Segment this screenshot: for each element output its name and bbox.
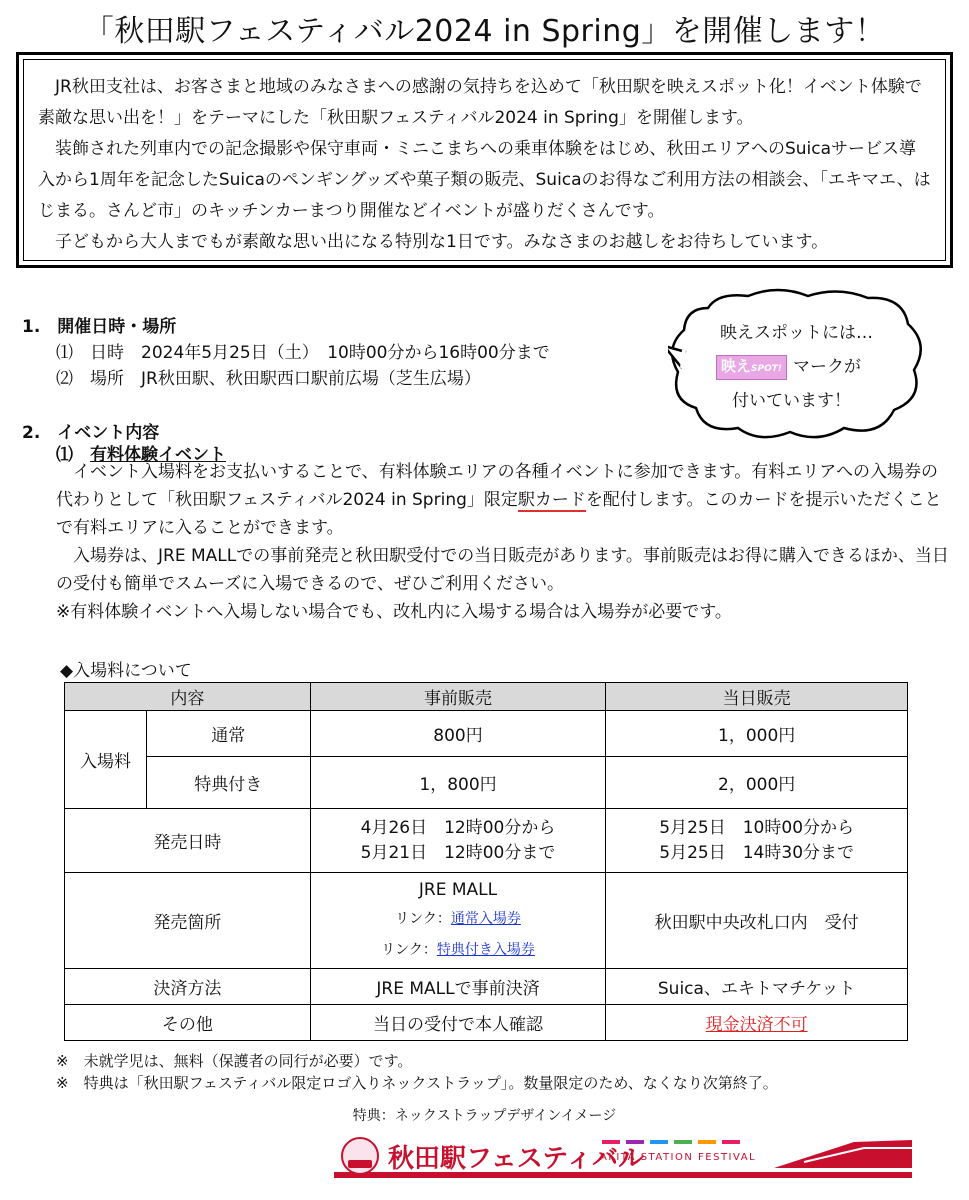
other-advance: 当日の受付で本人確認 <box>310 1005 606 1041</box>
bubble-line-1: 映えスポットには… <box>720 323 873 343</box>
section2-paragraph-1: イベント入場料をお支払いすることで、有料体験エリアの各種イベントに参加できます。有料エリアへの入場券の代わりとして「秋田駅フェスティバル2024 in Spring」限定駅カードを配付します。このカードを提示いただくことで有料エリアに入ることができます。 <box>56 462 942 538</box>
fee-bonus-advance: 1，800円 <box>310 757 606 809</box>
sale-place-label: 発売箇所 <box>65 873 311 969</box>
fee-header-content: 内容 <box>65 683 311 711</box>
sale-place-advance: JRE MALL リンク：通常入場券 リンク：特典付き入場券 <box>310 873 606 969</box>
speech-bubble <box>668 288 930 446</box>
fee-normal-label: 通常 <box>146 711 310 757</box>
banner-logo-text: 秋田駅フェスティバル <box>388 1144 645 1174</box>
link-bonus-ticket[interactable]: 特典付き入場券 <box>436 941 535 958</box>
notes <box>56 1050 778 1094</box>
fee-normal-sameday: 1，000円 <box>606 711 908 757</box>
section2-paragraph-3: ※有料体験イベントへ入場しない場合でも、改札内に入場する場合は入場券が必要です。 <box>56 602 732 622</box>
section2-heading: 2. イベント内容 <box>22 423 160 443</box>
intro-inner-frame <box>23 59 946 261</box>
other-sameday <box>606 1005 908 1041</box>
intro-paragraph-1: JR秋田支社は、お客さまと地域のみなさまへの感謝の気持ちを込めて「秋田駅を映えスポット化！イベント体験で素敵な思い出を！」をテーマにした「秋田駅フェスティバル2024 in Spring」を開催します。 <box>38 77 922 128</box>
sale-time-advance: 4月26日 12時00分から 5月21日 12時00分まで <box>310 809 606 873</box>
banner-sub-text: AKITA STATION FESTIVAL <box>600 1152 757 1163</box>
section2-subheading: ⑴ 有料体験イベント <box>56 445 226 465</box>
fee-header-sameday: 当日販売 <box>606 683 908 711</box>
bubble-line-3: 付いています！ <box>732 391 851 411</box>
fee-bonus-sameday: 2，000円 <box>606 757 908 809</box>
payment-label: 決済方法 <box>65 969 311 1005</box>
fee-label: 入場料 <box>65 711 147 809</box>
section1-place: ⑵ 場所 JR秋田駅、秋田駅西口駅前広場（芝生広場） <box>56 369 481 389</box>
strap-design-banner <box>334 1132 912 1182</box>
cash-not-accepted-text: 現金決済不可 <box>705 1015 808 1035</box>
intro-paragraph-3: 子どもから大人までもが素敵な思い出になる特別な1日です。みなさまのお越しをお待ちしています。 <box>55 232 829 252</box>
fee-normal-advance: 800円 <box>310 711 606 757</box>
fee-table <box>64 682 908 1041</box>
hae-spot-badge: 映えSPOT! <box>716 355 787 380</box>
fee-table-caption: ◆入場料について <box>60 661 192 681</box>
section1-heading: 1. 開催日時・場所 <box>22 317 177 337</box>
strap-caption: 特典：ネックストラップデザインイメージ <box>352 1108 617 1124</box>
intro-box <box>16 52 953 268</box>
fee-header-advance: 事前販売 <box>310 683 606 711</box>
payment-advance: JRE MALLで事前決済 <box>310 969 606 1005</box>
sale-time-sameday: 5月25日 10時00分から 5月25日 14時30分まで <box>606 809 908 873</box>
page-title: 「秋田駅フェスティバル2024 in Spring」を開催します！ <box>83 14 886 49</box>
other-label: その他 <box>65 1005 311 1041</box>
note-2: ※ 特典は「秋田駅フェスティバル限定ロゴ入りネックストラップ」。数量限定のため、なくなり次第終了。 <box>56 1074 778 1092</box>
section2-body <box>56 458 952 626</box>
intro-paragraph-2: 装飾された列車内での記念撮影や保守車両・ミニこまちへの乗車体験をはじめ、秋田エリアへのSuicaサービス導入から1周年を記念したSuicaのペンギングッズや菓子類の販売、Suicaのお得なご利用方法の相談会、「エキマエ、はじまる。さんど市」のキッチンカーまつり開催などイベントが盛りだくさんです。 <box>38 139 931 221</box>
section2-paragraph-2: 入場券は、JRE MALLでの事前発売と秋田駅受付での当日販売があります。事前販売はお得に購入できるほか、当日の受付も簡単でスムーズに入場できるので、ぜひご利用ください。 <box>56 546 949 594</box>
payment-sameday: Suica、エキトマチケット <box>606 969 908 1005</box>
note-1: ※ 未就学児は、無料（保護者の同行が必要）です。 <box>56 1052 413 1070</box>
fee-bonus-label: 特典付き <box>146 757 310 809</box>
sale-place-sameday: 秋田駅中央改札口内 受付 <box>606 873 908 969</box>
link-normal-ticket[interactable]: 通常入場券 <box>450 910 521 927</box>
sale-time-label: 発売日時 <box>65 809 311 873</box>
section1-date: ⑴ 日時 2024年5月25日（土） 10時00分から16時00分まで <box>56 343 550 363</box>
bubble-line-2: 映えSPOT! マークが <box>716 352 861 380</box>
